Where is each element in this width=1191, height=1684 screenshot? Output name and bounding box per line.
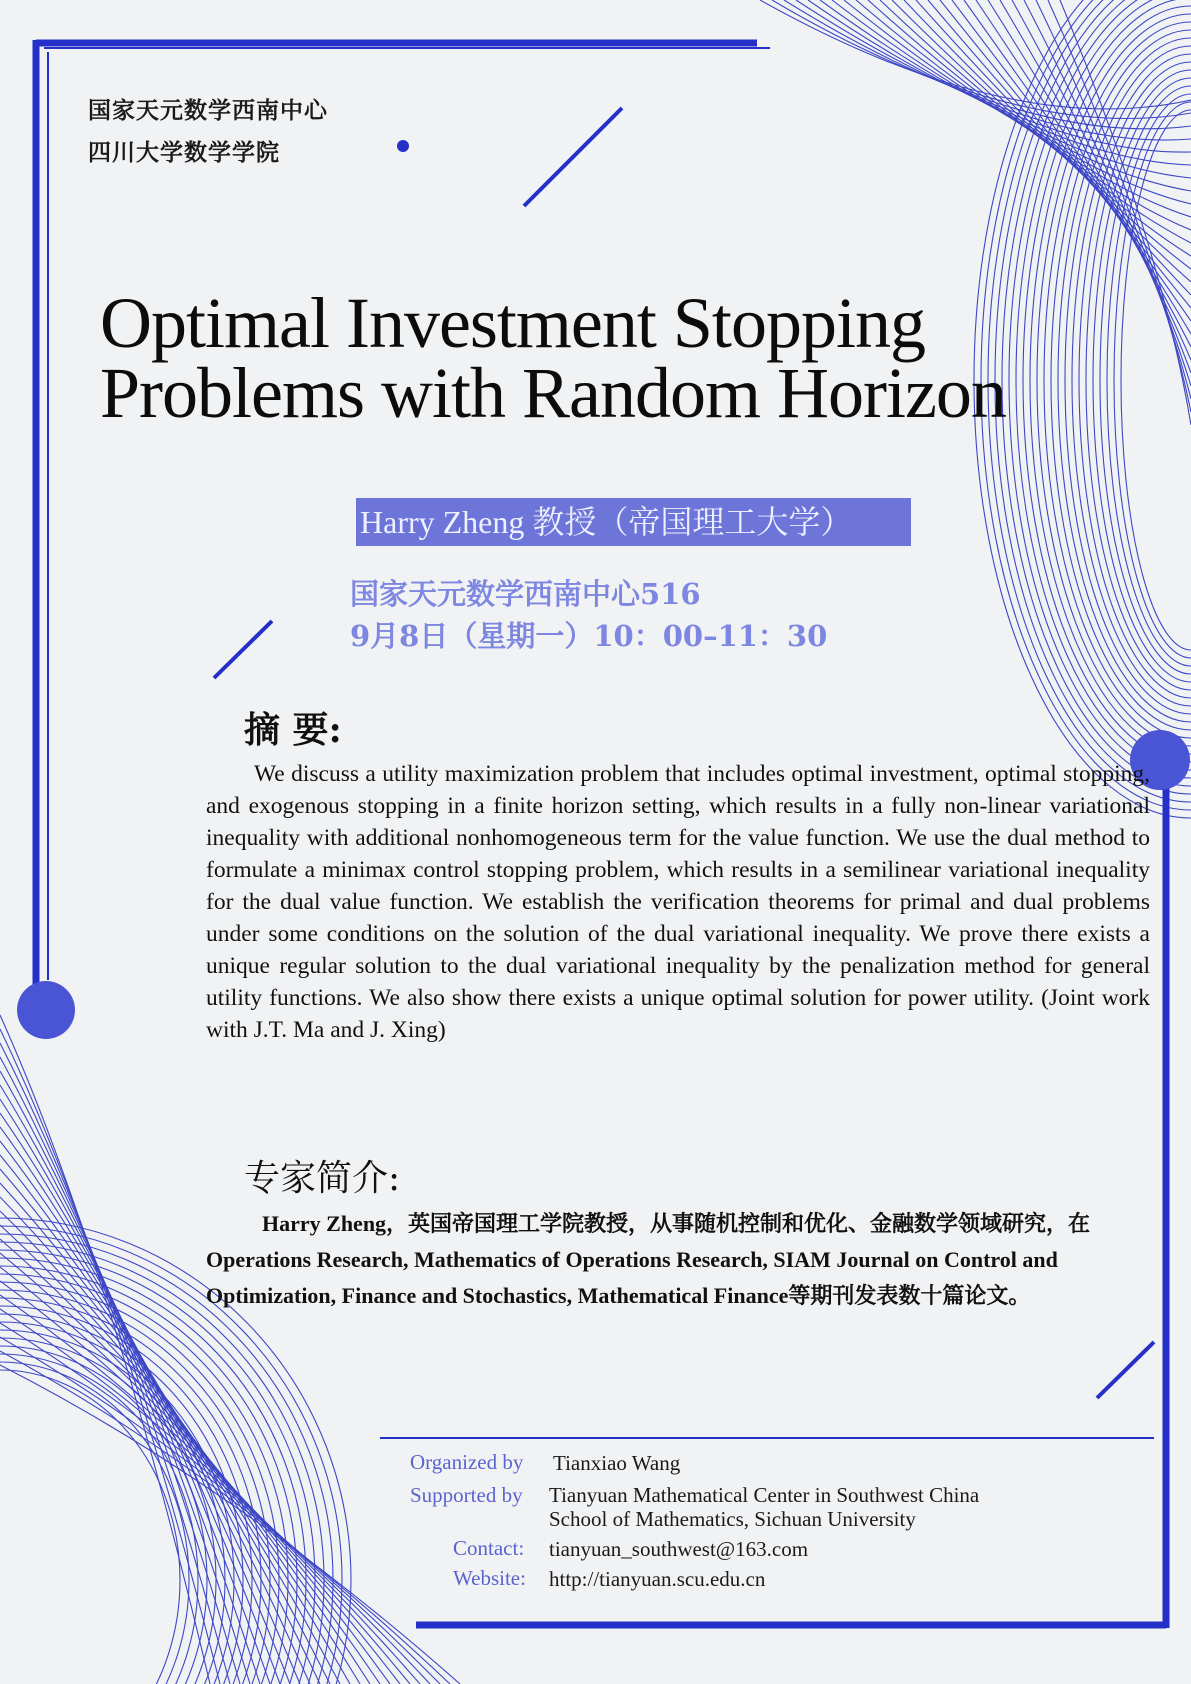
date-time: 9月8日（星期一）10：00–11：30 [350,619,828,653]
talk-title-line-2: Problems with Random Horizon [100,353,1006,433]
organizer-line-2: 四川大学数学学院 [88,139,280,166]
bio-text: Harry Zheng，英国帝国理工学院教授，从事随机控制和优化、金融数学领域研究，在Operations Research, Mathematics of Operations Research, SIAM Journal on Control and Optimization, Finance and Stochastics, Mathematical Finance等期刊发表数十篇论文。 [206,1211,1091,1308]
line-art-bottom-left [0,1015,460,1684]
organized-by-value: Tianxiao Wang [553,1451,681,1475]
speaker-banner: Harry Zheng 教授（帝国理工大学） [356,498,911,546]
website-link[interactable]: http://tianyuan.scu.edu.cn [549,1567,766,1591]
venue: 国家天元数学西南中心516 [350,577,701,611]
supported-by-line-2: School of Mathematics, Sichuan University [549,1507,916,1531]
website-label: Website: [453,1566,526,1590]
abstract-text: We discuss a utility maximization problem that includes optimal investment, optimal stopping, and exogenous stopping in a finite horizon setting, which results in a fully non-linear variational inequality with additional nonhomogeneous term for the value function. We use the dual method to formulate a minimax control stopping problem, which results in a semilinear variational inequality for the dual value function. We establish the verification theorems for primal and dual problems under some conditions on the solution of the dual variational inequality. We prove there exists a unique regular solution to the dual variational inequality by the penalization method for general utility functions. We also show there exists a unique optimal solution for power utility. (Joint work with J.T. Ma and J. Xing) [206,761,1150,1043]
supported-by-label: Supported by [410,1483,523,1507]
supported-by-line-1: Tianyuan Mathematical Center in Southwest China [549,1483,980,1507]
talk-title [100,283,1040,433]
contact-email[interactable]: tianyuan_southwest@163.com [549,1537,809,1561]
talk-title-line-1: Optimal Investment Stopping [100,283,925,363]
bio-heading: 专家简介: [244,1158,401,1199]
contact-label: Contact: [453,1536,525,1560]
abstract-heading: 摘 要: [244,709,342,751]
organized-by-label: Organized by [410,1450,524,1474]
organizer-line-1: 国家天元数学西南中心 [88,97,328,124]
